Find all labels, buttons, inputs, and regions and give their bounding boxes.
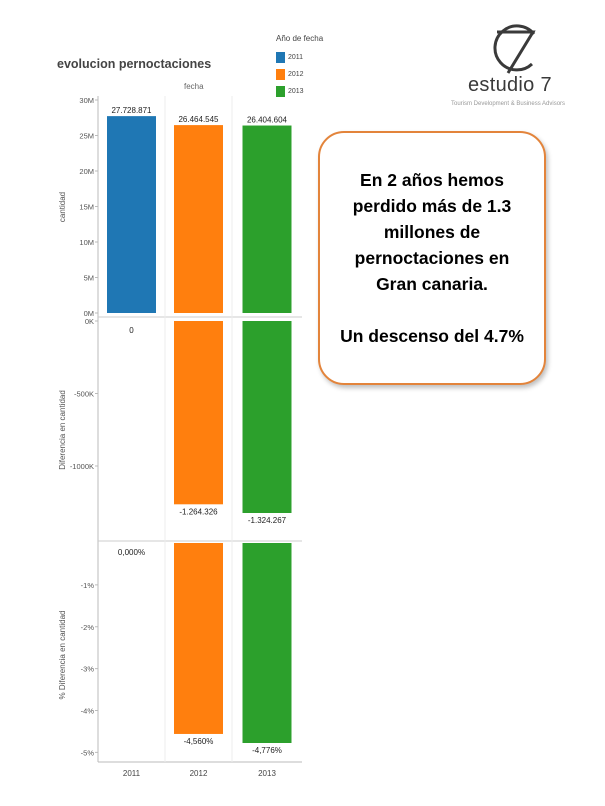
- y-tick-label: -5%: [80, 748, 94, 758]
- data-label: 0,000%: [117, 548, 146, 557]
- data-label: 26.464.545: [178, 115, 219, 125]
- y-tick-label: -1%: [80, 580, 94, 590]
- y-tick-label: 15M: [79, 202, 94, 212]
- brand-name: estudio 7: [468, 74, 552, 96]
- column-header: fecha: [184, 82, 204, 91]
- data-label: -1.264.326: [179, 507, 218, 517]
- legend-label: 2011: [288, 54, 304, 61]
- data-label: -1.324.267: [247, 516, 287, 525]
- brand-tagline: Tourism Development & Business Advisors: [451, 101, 566, 107]
- y-tick-label: 5M: [83, 273, 94, 283]
- y-tick-label: -2%: [80, 622, 94, 632]
- y-tick-label: 30M: [79, 96, 94, 105]
- y-axis-label: % Diferencia en cantidad: [58, 610, 67, 700]
- legend-label: 2012: [288, 71, 304, 78]
- data-label: -4,560%: [183, 736, 214, 746]
- bar-2013: [243, 126, 292, 313]
- y-tick-label: 10M: [79, 238, 94, 247]
- bar-2012: [174, 125, 223, 313]
- y-axis-label: cantidad: [58, 191, 67, 223]
- bar-2012: [174, 543, 223, 734]
- bar-2012: [174, 321, 223, 504]
- data-label: 0: [129, 326, 134, 335]
- y-tick-label: 0M: [83, 309, 94, 318]
- callout-main-text: En 2 años hemos perdido más de 1.3 millones de pernoctaciones en Gran canaria.: [352, 170, 512, 294]
- y-tick-label: -4%: [80, 706, 94, 716]
- y-tick-label: -500K: [73, 389, 94, 399]
- data-label: 26.404.604: [246, 115, 288, 125]
- data-label: 27.728.871: [111, 106, 152, 116]
- x-tick-label: 2011: [122, 769, 141, 778]
- legend-title: Año de fecha: [276, 34, 324, 43]
- bar-2013: [243, 321, 292, 513]
- x-tick-label: 2012: [189, 769, 208, 778]
- x-tick-label: 2013: [258, 769, 276, 778]
- chart-title: evolucion pernoctaciones: [57, 57, 212, 71]
- y-tick-label: -1000K: [69, 461, 94, 471]
- y-axis-label: Diferencia en cantidad: [58, 390, 67, 470]
- y-tick-label: 25M: [79, 131, 94, 141]
- data-label: -4,776%: [252, 746, 282, 755]
- bar-2011: [107, 116, 156, 313]
- y-tick-label: 0K: [84, 317, 94, 326]
- y-tick-label: -3%: [80, 664, 94, 674]
- bar-2013: [243, 543, 292, 743]
- callout-sub-text: Un descenso del 4.7%: [340, 326, 524, 346]
- legend-label: 2013: [288, 88, 304, 95]
- y-tick-label: 20M: [79, 167, 94, 176]
